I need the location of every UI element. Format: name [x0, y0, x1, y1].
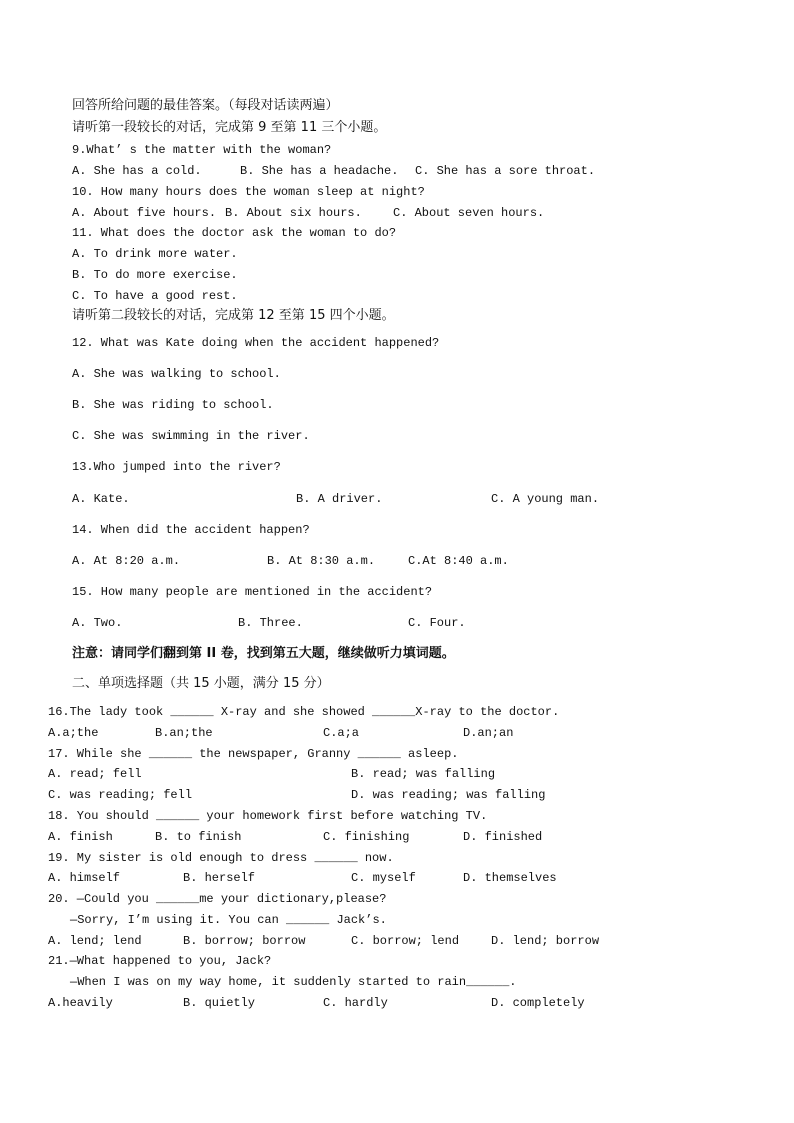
- question-12: 12. What was Kate doing when the accident happened?: [72, 336, 440, 350]
- option-b: B. At 8:30 a.m.: [267, 554, 376, 568]
- question-16: 16.The lady took ______ X-ray and she showed ______X-ray to the doctor.: [48, 705, 560, 719]
- option-a: A. read; fell: [48, 767, 142, 781]
- option-d: D. finished: [463, 830, 543, 844]
- option-a: A.heavily: [48, 996, 113, 1010]
- instructions: 回答所给问题的最佳答案。（每段对话读两遍）: [72, 98, 339, 113]
- option-a: A. finish: [48, 830, 113, 844]
- option-c: C. myself: [351, 871, 416, 885]
- question-19: 19. My sister is old enough to dress ______ now.: [48, 851, 394, 865]
- option-a: A.a;the: [48, 726, 99, 740]
- option-b: B. She has a headache.: [240, 164, 399, 178]
- question-21-reply: —When I was on my way home, it suddenly started to rain______.: [70, 975, 517, 989]
- section-heading: 二、单项选择题（共 15 小题，满分 15 分）: [72, 676, 330, 691]
- notice: 注意：请同学们翻到第 II 卷，找到第五大题，继续做听力填词题。: [72, 646, 455, 661]
- section-heading: 请听第一段较长的对话，完成第 9 至第 11 三个小题。: [72, 120, 387, 135]
- option-c: C.a;a: [323, 726, 360, 740]
- option-a: A. himself: [48, 871, 121, 885]
- option-b: B. quietly: [183, 996, 256, 1010]
- option-d: D. lend; borrow: [491, 934, 600, 948]
- option-a: A. She has a cold.: [72, 164, 202, 178]
- option-c: C. hardly: [323, 996, 388, 1010]
- option-b: B. herself: [183, 871, 256, 885]
- question-21: 21.—What happened to you, Jack?: [48, 954, 272, 968]
- option-c: C. Four.: [408, 616, 466, 630]
- question-15: 15. How many people are mentioned in the accident?: [72, 585, 433, 599]
- question-10: 10. How many hours does the woman sleep at night?: [72, 185, 425, 199]
- option-a: A. Two.: [72, 616, 123, 630]
- option-d: D. was reading; was falling: [351, 788, 546, 802]
- option-a: A. lend; lend: [48, 934, 142, 948]
- option-d: D. completely: [491, 996, 585, 1010]
- option-a: A. At 8:20 a.m.: [72, 554, 181, 568]
- question-11: 11. What does the doctor ask the woman to do?: [72, 226, 397, 240]
- option-c: C. To have a good rest.: [72, 289, 238, 303]
- option-c: C. was reading; fell: [48, 788, 193, 802]
- option-c: C. She was swimming in the river.: [72, 429, 310, 443]
- option-c: C. A young man.: [491, 492, 600, 506]
- option-a: A. She was walking to school.: [72, 367, 281, 381]
- option-b: B. She was riding to school.: [72, 398, 274, 412]
- question-18: 18. You should ______ your homework first before watching TV.: [48, 809, 488, 823]
- question-20-reply: —Sorry, I’m using it. You can ______ Jack’s.: [70, 913, 387, 927]
- option-c: C.At 8:40 a.m.: [408, 554, 509, 568]
- option-b: B. to finish: [155, 830, 242, 844]
- question-17: 17. While she ______ the newspaper, Granny ______ asleep.: [48, 747, 459, 761]
- option-b: B. A driver.: [296, 492, 383, 506]
- option-a: A. Kate.: [72, 492, 130, 506]
- option-d: D. themselves: [463, 871, 557, 885]
- section-heading: 请听第二段较长的对话，完成第 12 至第 15 四个小题。: [72, 308, 395, 323]
- option-a: A. To drink more water.: [72, 247, 238, 261]
- question-9: 9.What’ s the matter with the woman?: [72, 143, 332, 157]
- option-b: B. To do more exercise.: [72, 268, 238, 282]
- option-b: B.an;the: [155, 726, 213, 740]
- option-a: A. About five hours.: [72, 206, 217, 220]
- option-b: B. borrow; borrow: [183, 934, 306, 948]
- question-14: 14. When did the accident happen?: [72, 523, 310, 537]
- option-b: B. read; was falling: [351, 767, 496, 781]
- option-c: C. finishing: [323, 830, 410, 844]
- question-20: 20. —Could you ______me your dictionary,please?: [48, 892, 387, 906]
- option-c: C. She has a sore throat.: [415, 164, 596, 178]
- option-b: B. Three.: [238, 616, 303, 630]
- question-13: 13.Who jumped into the river?: [72, 460, 281, 474]
- option-b: B. About six hours.: [225, 206, 362, 220]
- option-c: C. About seven hours.: [393, 206, 545, 220]
- option-d: D.an;an: [463, 726, 514, 740]
- option-c: C. borrow; lend: [351, 934, 460, 948]
